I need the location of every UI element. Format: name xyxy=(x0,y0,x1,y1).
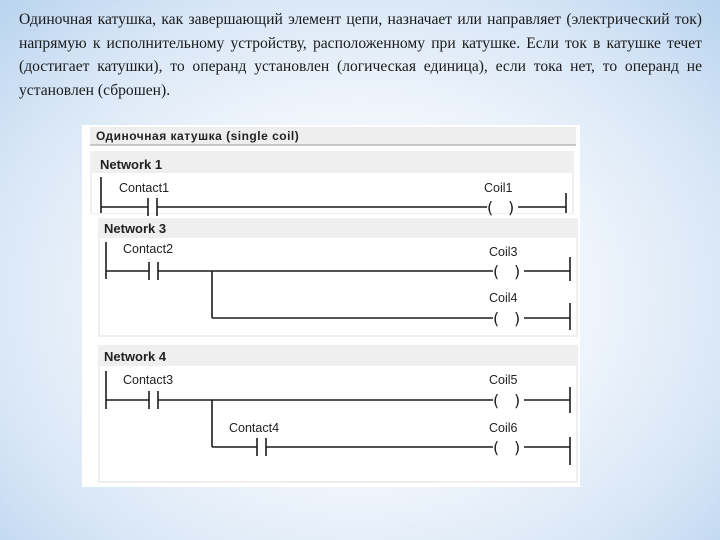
coil-4-label: Coil4 xyxy=(489,291,518,305)
svg-text:(: ( xyxy=(493,391,500,410)
coil-3-label: Coil3 xyxy=(489,245,518,259)
contact-4-label: Contact4 xyxy=(229,421,280,435)
contact-3-label: Contact3 xyxy=(123,373,174,387)
network-4-title: Network 4 xyxy=(104,349,167,364)
coil-1-label: Coil1 xyxy=(484,181,513,195)
description-paragraph: Одиночная катушка, как завершающий элемент цепи, назначает или направляет (электрический ток) напрямую к исполнительному устройству, расположенному при катушке. Если ток в катушке течет (достигает катушки), то операнд установлен (логическая единица), если тока нет, то операнд не установлен (сброшен). xyxy=(19,11,702,99)
svg-text:): ) xyxy=(508,198,515,217)
svg-text:(: ( xyxy=(493,309,500,328)
network-1-title: Network 1 xyxy=(100,157,163,172)
svg-text:): ) xyxy=(514,391,521,410)
svg-text:): ) xyxy=(514,309,521,328)
svg-text:(: ( xyxy=(493,438,500,457)
ladder-diagram xyxy=(82,125,580,487)
svg-text:(: ( xyxy=(493,262,500,281)
svg-text:): ) xyxy=(514,438,521,457)
svg-text:(: ( xyxy=(487,198,494,217)
ladder-diagram-svg xyxy=(82,125,580,487)
coil-6-label: Coil6 xyxy=(489,421,518,435)
svg-text:): ) xyxy=(514,262,521,281)
coil-5-label: Coil5 xyxy=(489,373,518,387)
contact-2-label: Contact2 xyxy=(123,242,174,256)
diagram-title: Одиночная катушка (single coil) xyxy=(96,129,300,143)
network-3-title: Network 3 xyxy=(104,221,167,236)
contact-1-label: Contact1 xyxy=(119,181,170,195)
